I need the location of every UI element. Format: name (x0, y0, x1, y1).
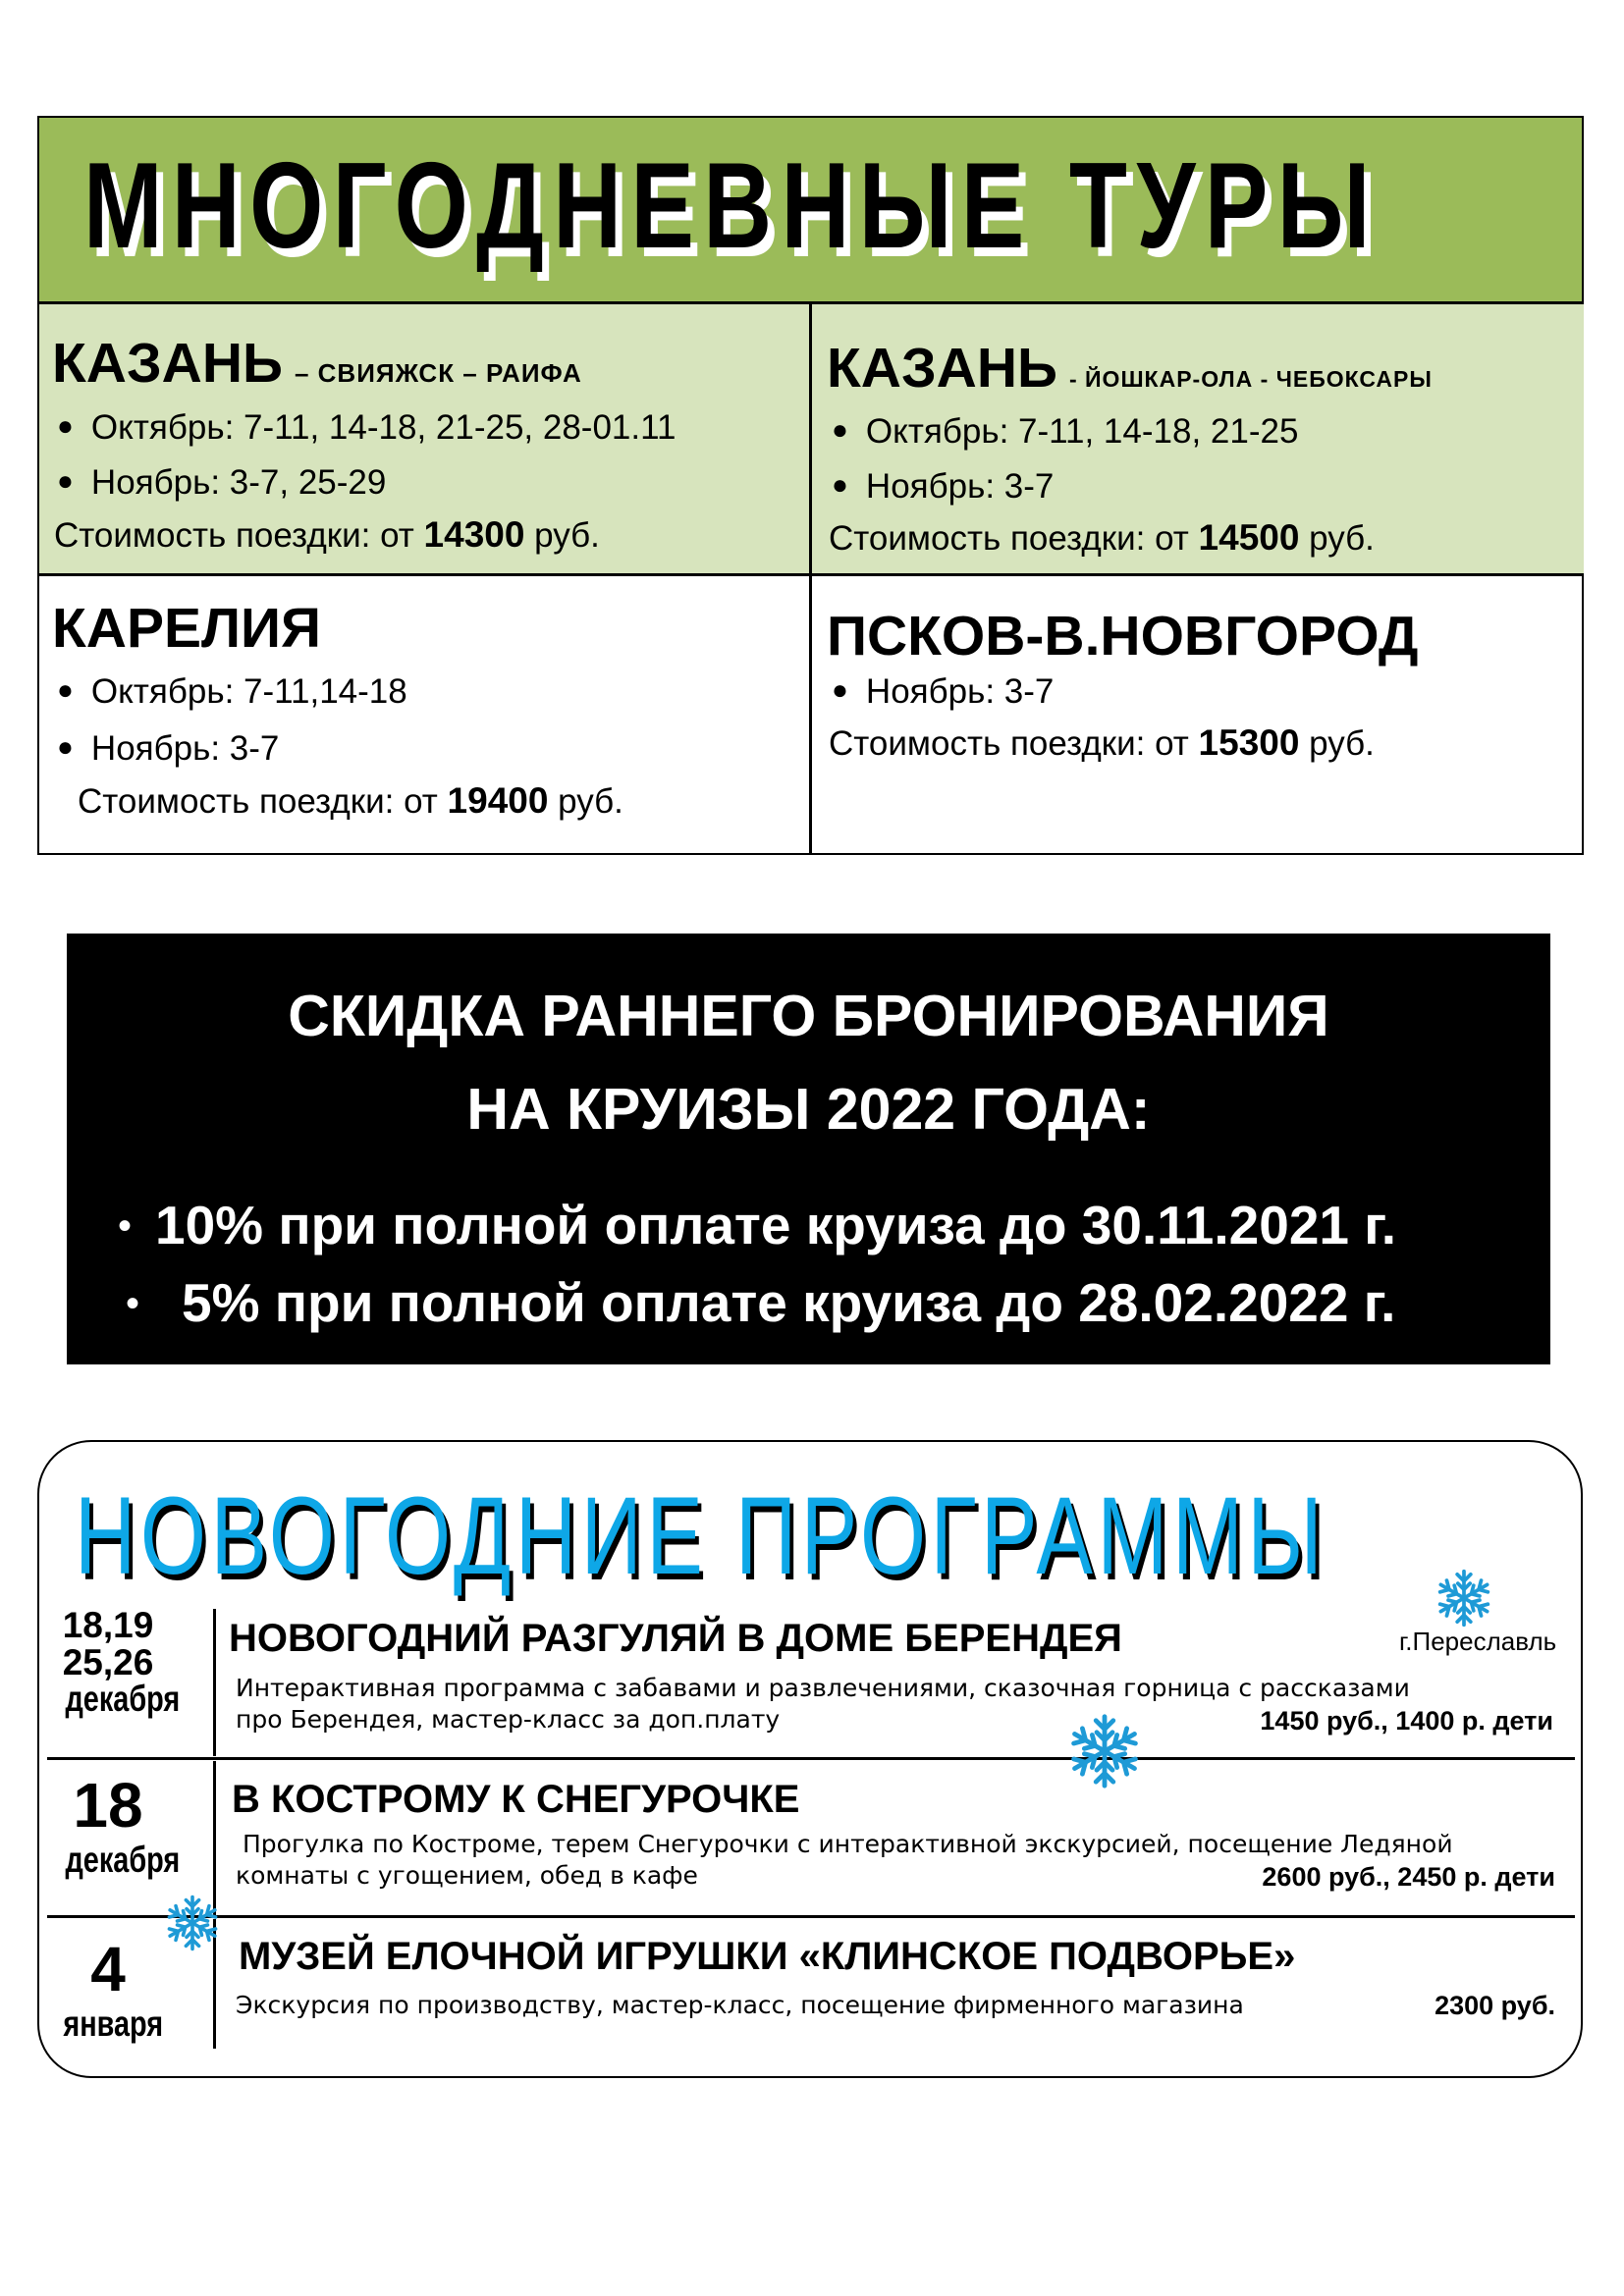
tour-price: Стоимость поездки: от 15300 руб. (829, 722, 1375, 763)
event-description: комнаты с угощением, обед в кафе (236, 1861, 698, 1890)
tours-title: МНОГОДНЕВНЫЕ ТУРЫ (83, 138, 1380, 274)
event-date: 4 января (63, 1934, 164, 2045)
event-price: 1450 руб., 1400 р. дети (1260, 1706, 1553, 1735)
tour-card-pskov-novgorod (812, 576, 1584, 855)
tour-date-line: ● Ноябрь: 3-7 (832, 672, 1055, 711)
event-price: 2300 руб. (1435, 1991, 1555, 2020)
event-price: 2600 руб., 2450 р. дети (1262, 1862, 1555, 1892)
new-year-title: НОВОГОДНИЕ ПРОГРАММЫ (75, 1474, 1327, 1597)
tour-price: Стоимость поездки: от 14500 руб. (829, 517, 1375, 558)
tour-name-text: КАЗАНЬ (52, 332, 283, 395)
bullet-icon: ● (832, 414, 848, 445)
bullet-icon: • (126, 1282, 140, 1325)
tour-card-kazan-sviyazhsk (39, 304, 812, 576)
discount-heading-line1: СКИДКА РАННЕГО БРОНИРОВАНИЯ (288, 984, 1329, 1048)
tour-date-line: ● Ноябрь: 3-7 (832, 467, 1055, 506)
event-date: 18 декабря (65, 1770, 181, 1881)
multi-day-tours-section (37, 116, 1584, 855)
event-date: 18,19 25,26 декабря (62, 1605, 181, 1720)
tours-header (39, 118, 1582, 304)
bullet-icon: ● (57, 674, 74, 705)
tour-name (52, 597, 321, 660)
bullet-icon: ● (57, 465, 74, 496)
event-description: про Берендея, мастер-класс за доп.плату (236, 1705, 781, 1734)
tour-date-line: ● Октябрь: 7-11,14-18 (57, 672, 407, 711)
tour-name-text: КАРЕЛИЯ (52, 597, 321, 660)
event-place: г.Переславль (1399, 1627, 1557, 1656)
tour-date-line: ● Ноябрь: 3-7, 25-29 (57, 463, 387, 502)
divider (213, 1609, 216, 1756)
tour-card-karelia (39, 576, 812, 855)
tour-date-line: ● Октябрь: 7-11, 14-18, 21-25 (832, 412, 1299, 451)
tour-name (827, 605, 1419, 667)
tour-price: Стоимость поездки: от 19400 руб. (78, 780, 623, 821)
tour-name-text: ПСКОВ-В.НОВГОРОД (827, 605, 1419, 667)
event-title: НОВОГОДНИЙ РАЗГУЛЯЙ В ДОМЕ БЕРЕНДЕЯ (229, 1617, 1122, 1660)
price-value: 14300 (423, 514, 525, 555)
price-value: 19400 (447, 780, 549, 821)
tour-subtitle: - ЙОШКАР-ОЛА - ЧЕБОКСАРЫ (1068, 366, 1433, 392)
tour-card-kazan-yoshkar-ola (812, 304, 1584, 576)
bullet-icon: ● (832, 674, 848, 705)
divider (47, 1915, 1575, 1918)
discount-item: 5% при полной оплате круиза до 28.02.2022 г. (182, 1272, 1396, 1333)
event-description: Прогулка по Костроме, терем Снегурочки с интерактивной экскурсией, посещение Ледяной (243, 1830, 1453, 1858)
event-title: В КОСТРОМУ К СНЕГУРОЧКЕ (232, 1778, 800, 1821)
tour-date-line: ● Ноябрь: 3-7 (57, 729, 280, 768)
bullet-icon: ● (57, 731, 74, 762)
event-description: Интерактивная программа с забавами и развлечениями, сказочная горница с рассказами (236, 1674, 1410, 1702)
new-year-programs-section (37, 1440, 1583, 2078)
snowflake-icon (1065, 1712, 1144, 1790)
tour-name (52, 332, 582, 395)
early-booking-discount-banner (67, 934, 1550, 1364)
tour-date-line: ● Октябрь: 7-11, 14-18, 21-25, 28-01.11 (57, 408, 677, 447)
discount-heading-line2: НА КРУИЗЫ 2022 ГОДА: (466, 1077, 1151, 1142)
divider (47, 1757, 1575, 1760)
bullet-icon: • (118, 1204, 133, 1248)
snowflake-icon (1434, 1568, 1494, 1629)
price-value: 14500 (1198, 517, 1300, 558)
divider (213, 1761, 216, 1915)
price-value: 15300 (1198, 722, 1300, 763)
tour-price: Стоимость поездки: от 14300 руб. (54, 514, 600, 555)
event-title: МУЗЕЙ ЕЛОЧНОЙ ИГРУШКИ «КЛИНСКОЕ ПОДВОРЬЕ» (239, 1935, 1296, 1978)
tour-name (827, 337, 1433, 400)
tour-name-text: КАЗАНЬ (827, 337, 1057, 400)
event-description: Экскурсия по производству, мастер-класс, посещение фирменного магазина (236, 1991, 1244, 2019)
bullet-icon: ● (57, 410, 74, 441)
tour-subtitle: – СВИЯЖСК – РАИФА (294, 358, 582, 388)
bullet-icon: ● (832, 469, 848, 500)
discount-item: 10% при полной оплате круиза до 30.11.2021 г. (155, 1195, 1396, 1255)
snowflake-icon (163, 1894, 222, 1952)
